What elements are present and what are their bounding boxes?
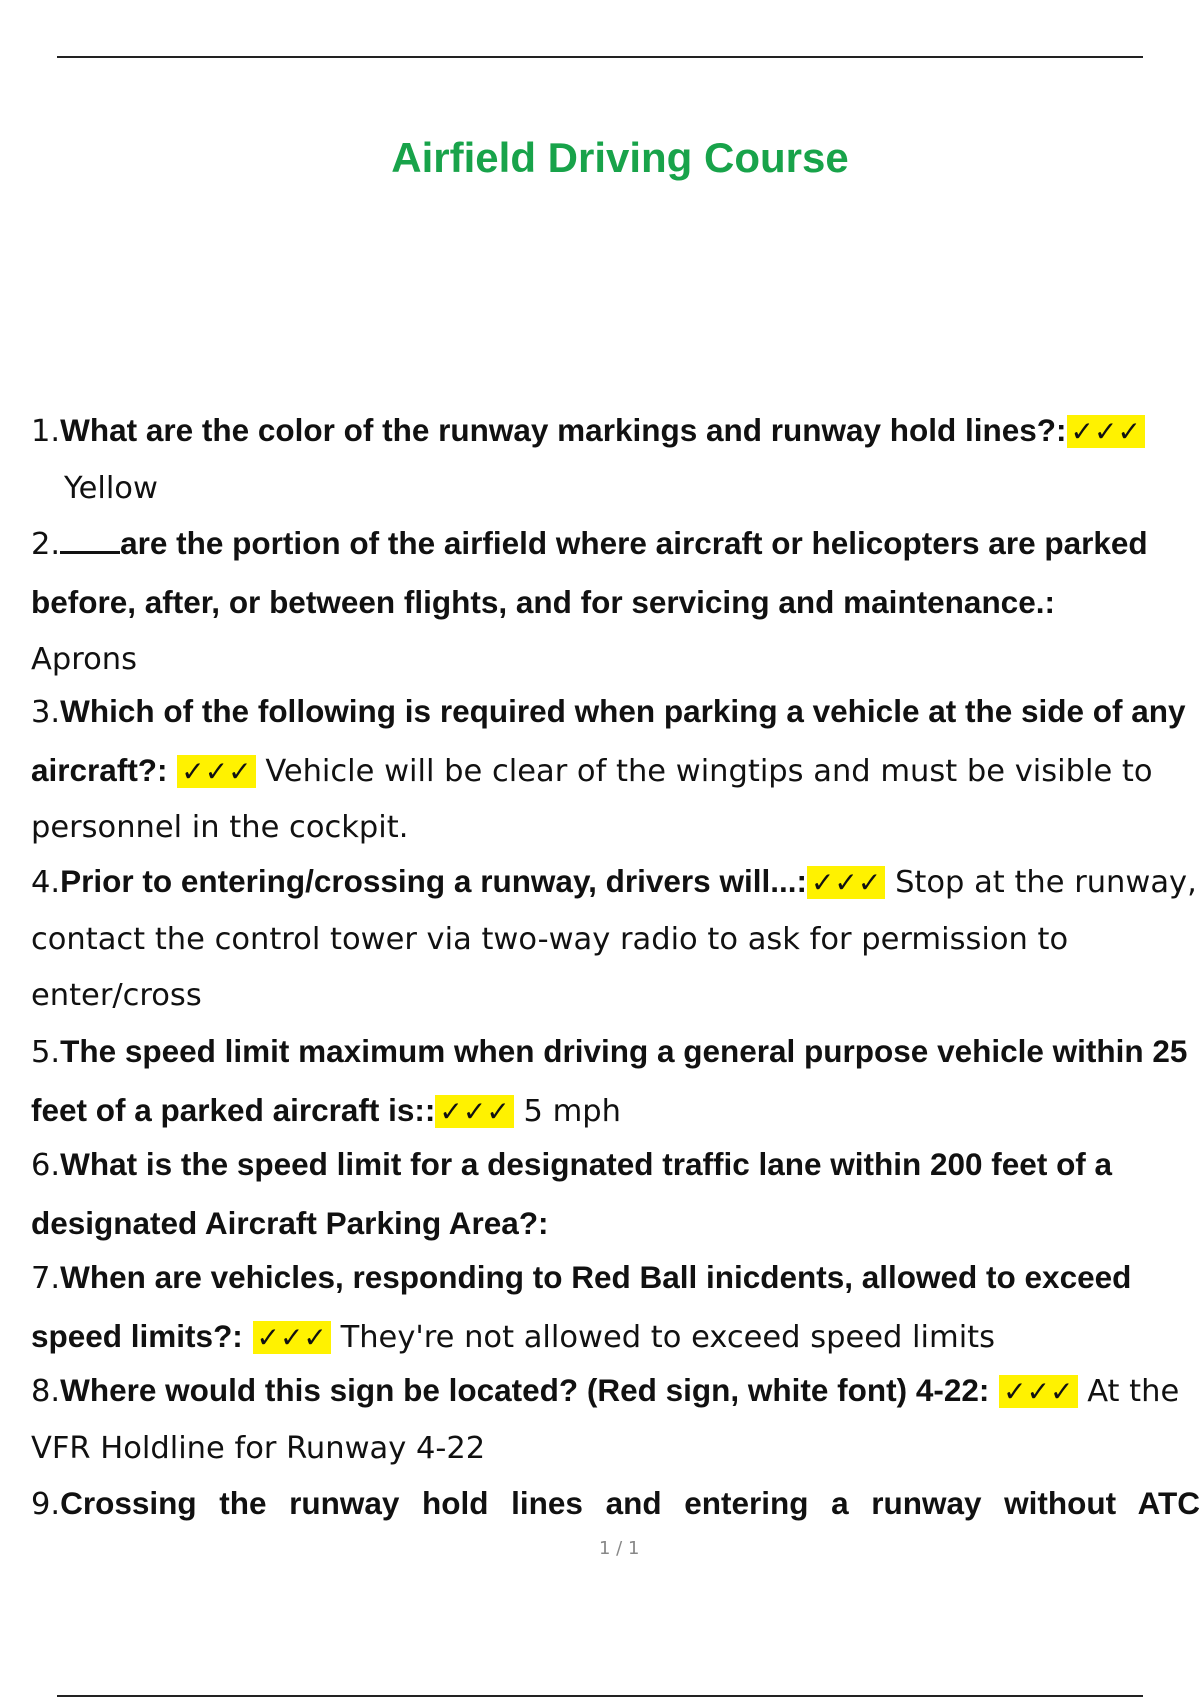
fill-blank <box>60 541 120 554</box>
question-text: What is the speed limit for a designated traffic lane within 200 feet of a designated Aircraft Parking Area?: <box>31 1146 1113 1241</box>
question-4 <box>31 853 1200 1025</box>
answer-text: Aprons <box>31 642 137 677</box>
question-9 <box>31 1475 1200 1534</box>
question-number: 2. <box>31 527 61 562</box>
answer-text: At the VFR Holdline for Runway 4-22 <box>31 1374 1180 1466</box>
check-mark-icon: ✓✓✓ <box>435 1095 513 1128</box>
question-text: When are vehicles, responding to Red Ball inicdents, allowed to exceed speed limits?: <box>31 1259 1132 1354</box>
check-mark-icon: ✓✓✓ <box>1067 415 1145 448</box>
check-mark-icon: ✓✓✓ <box>999 1375 1077 1408</box>
question-7 <box>31 1249 1200 1366</box>
question-text: Prior to entering/crossing a runway, drivers will...: <box>60 863 807 899</box>
question-1 <box>31 402 1200 517</box>
question-number: 3. <box>31 695 61 730</box>
check-mark-icon: ✓✓✓ <box>177 755 255 788</box>
answer-text: Stop at the runway, contact the control tower via two-way radio to ask for permission to enter/cross <box>31 865 1197 1013</box>
question-number: 7. <box>31 1261 61 1296</box>
check-mark-icon: ✓✓✓ <box>253 1321 331 1354</box>
page-title: Airfield Driving Course <box>391 134 849 181</box>
question-number: 8. <box>31 1374 61 1409</box>
question-text: are the portion of the airfield where aircraft or helicopters are parked before, after, or between flights, and for servicing and maintenance.: <box>31 525 1148 620</box>
question-text: Where would this sign be located? (Red sign, white font) 4-22: <box>60 1372 990 1408</box>
answer-text: Yellow <box>64 470 158 506</box>
answer-text: They're not allowed to exceed speed limits <box>340 1319 996 1355</box>
question-2 <box>31 515 1200 689</box>
question-3 <box>31 683 1200 857</box>
question-number: 4. <box>31 865 61 900</box>
check-mark-icon: ✓✓✓ <box>807 866 885 899</box>
question-number: 6. <box>31 1148 61 1183</box>
question-text: Crossing the runway hold lines and entering a runway without ATC <box>60 1485 1200 1521</box>
bottom-rule <box>57 1695 1143 1697</box>
question-number: 5. <box>31 1035 61 1070</box>
question-number: 1. <box>31 414 61 449</box>
question-5 <box>31 1023 1200 1140</box>
question-number: 9. <box>31 1487 61 1522</box>
answer-text: Vehicle will be clear of the wingtips and must be visible to personnel in the cockpit. <box>31 753 1153 845</box>
question-6 <box>31 1136 1200 1253</box>
question-text: Which of the following is required when parking a vehicle at the side of any aircraft?: <box>31 693 1186 788</box>
question-8 <box>31 1362 1200 1477</box>
question-text: The speed limit maximum when driving a general purpose vehicle within 25 feet of a parked aircraft is:: <box>31 1033 1188 1128</box>
top-rule <box>57 56 1143 58</box>
page-number: 1 / 1 <box>599 1538 640 1559</box>
question-text: What are the color of the runway markings and runway hold lines?: <box>60 412 1067 448</box>
answer-text: 5 mph <box>523 1093 621 1129</box>
